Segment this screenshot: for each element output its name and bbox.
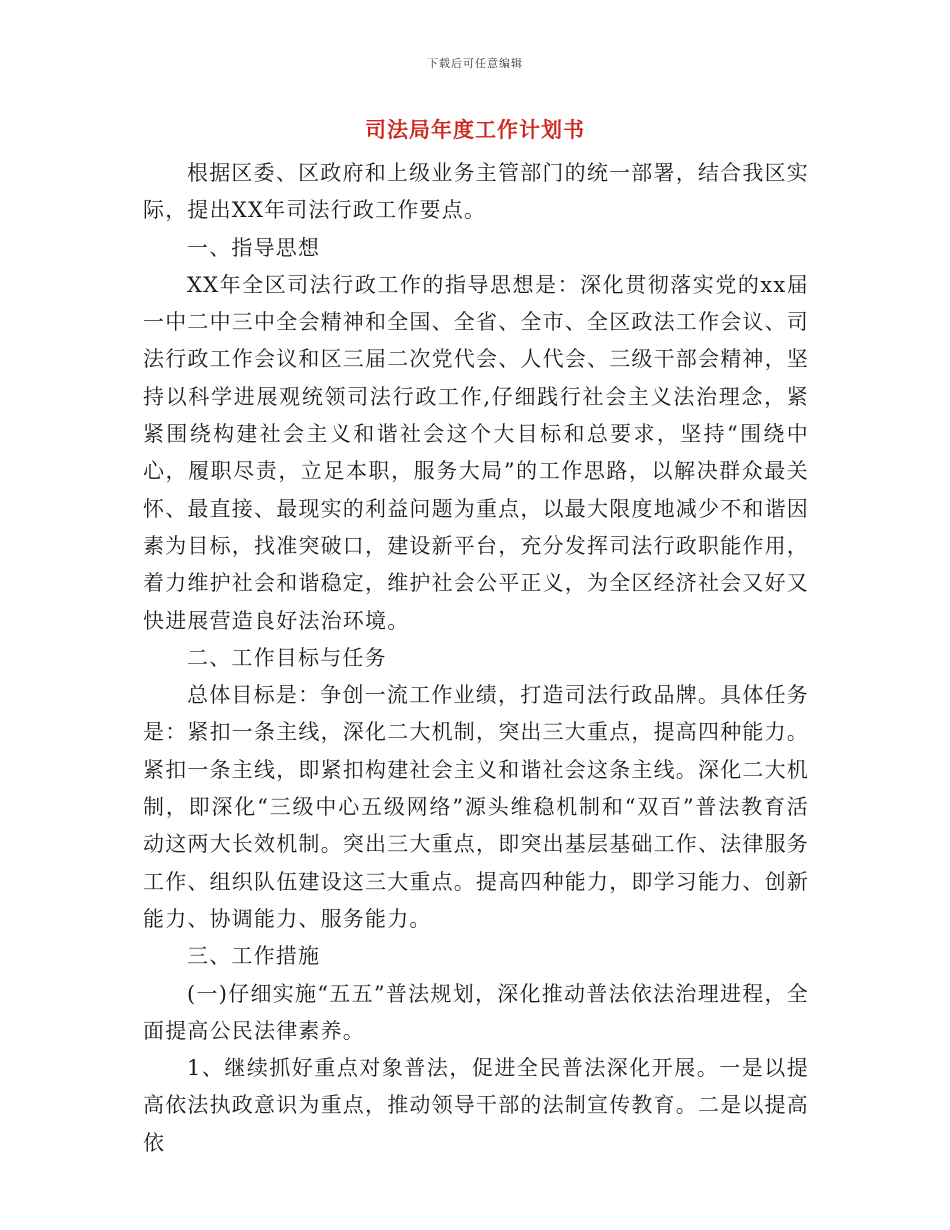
heading-goals-tasks: 二、工作目标与任务 bbox=[187, 645, 387, 670]
heading-guiding-ideology: 一、指导思想 bbox=[187, 235, 321, 260]
paragraph-intro: 根据区委、区政府和上级业务主管部门的统一部署，结合我区实际，提出XX年司法行政工作要点。 bbox=[143, 161, 809, 223]
header-note: 下载后可任意编辑 bbox=[427, 57, 523, 70]
paragraph-measure-one-item-one: 1、继续抓好重点对象普法，促进全民普法深化开展。一是以提高依法执政意识为重点，推动领导干部的法制宣传教育。二是以提高依 bbox=[143, 1056, 809, 1155]
document-title: 司法局年度工作计划书 bbox=[365, 117, 585, 142]
document-body bbox=[143, 155, 809, 1162]
paragraph-measure-one: (一)仔细实施“五五”普法规划，深化推动普法依法治理进程，全面提高公民法律素养。 bbox=[143, 981, 809, 1043]
paragraph-guiding-ideology: XX年全区司法行政工作的指导思想是：深化贯彻落实党的xx届一中二中三中全会精神和全国、全省、全市、全区政法工作会议、司法行政工作会议和区三届二次党代会、人代会、三级干部会精神，坚持以科学进展观统领司法行政工作,仔细践行社会主义法治理念，紧紧围绕构建社会主义和谐社会这个大目标和总要求，坚持“围绕中心，履职尽责，立足本职，服务大局”的工作思路，以解决群众最关怀、最直接、最现实的利益问题为重点，以最大限度地减少不和谐因素为目标，找准突破口，建设新平台，充分发挥司法行政职能作用，着力维护社会和谐稳定，维护社会公平正义，为全区经济社会又好又快进展营造良好法治环境。 bbox=[143, 272, 809, 633]
paragraph-goals-tasks: 总体目标是：争创一流工作业绩，打造司法行政品牌。具体任务是：紧扣一条主线，深化二大机制，突出三大重点，提高四种能力。紧扣一条主线，即紧扣构建社会主义和谐社会这条主线。深化二大机制，即深化“三级中心五级网络”源头维稳机制和“双百”普法教育活动这两大长效机制。突出三大重点，即突出基层基础工作、法律服务工作、组织队伍建设这三大重点。提高四种能力，即学习能力、创新能力、协调能力、服务能力。 bbox=[143, 683, 809, 931]
heading-work-measures: 三、工作措施 bbox=[187, 944, 321, 969]
